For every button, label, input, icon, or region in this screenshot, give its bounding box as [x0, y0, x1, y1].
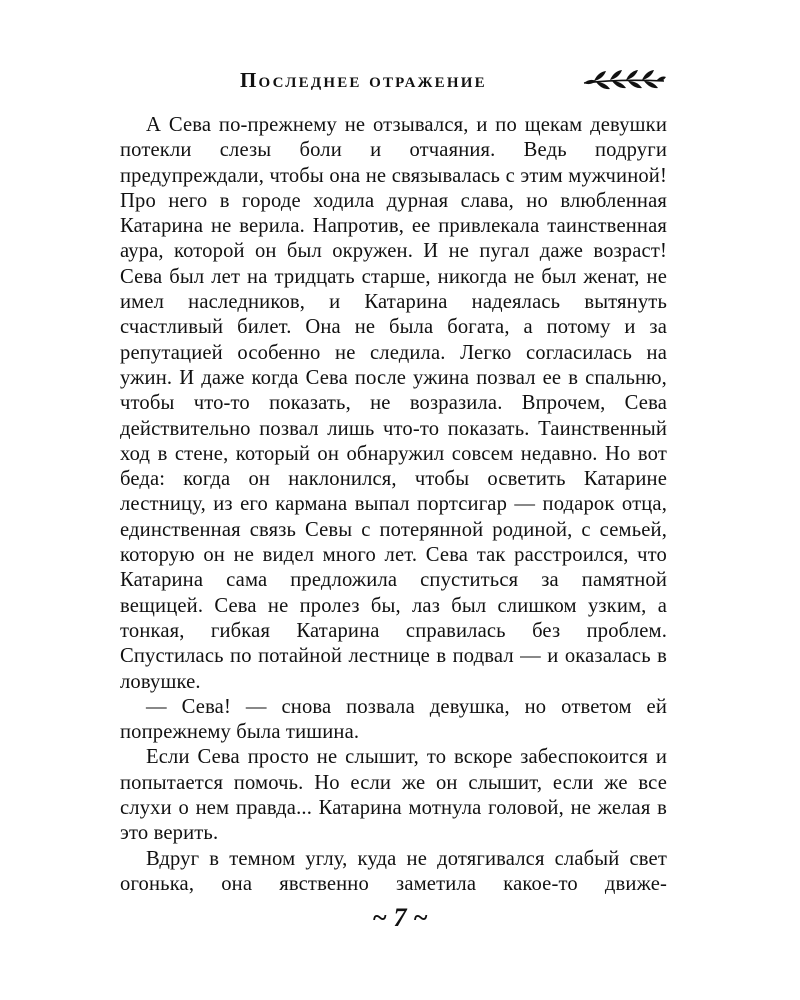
leaf-branch-ornament-icon [580, 66, 668, 94]
paragraph: Если Сева просто не слышит, то вскоре забеспокоится и попытается помочь. Но если же он слышит, если же все слухи о нем правда... Катарина мотнула головой, не желая в это верить. [120, 746, 667, 845]
running-head [120, 62, 680, 102]
paragraph: А Сева по-прежнему не отзывался, и по щекам девушки потекли слезы боли и отчаяния. Ведь подруги предупреждали, чтобы она не связывалась с этим мужчиной! Про него в городе ходила дурная слава, но влюбленная Катарина не верила. Напротив, ее привлекала таинственная аура, которой он был окружен. И не пугал даже возраст! Сева был лет на тридцать старше, никогда не был женат, не имел наследников, и Катарина надеялась вытянуть счастливый билет. Она не была богата, а потому и за репутацией особенно не следила. Легко согласилась на ужин. И даже когда Сева после ужина позвал ее в спальню, чтобы что-то показать, не возразила. Впрочем, Сева действительно позвал лишь что-то показать. Таинственный ход в стене, который он обнаружил совсем недавно. Но вот беда: когда он наклонился, чтобы осветить Катарине лестницу, из его кармана выпал портсигар — подарок отца, единственная связь Севы с потерянной родиной, с семьей, которую он не видел много лет. Сева так расстроился, что Катарина сама предложила спуститься за памятной вещицей. Сева не пролез бы, лаз был слишком узким, а тонкая, гибкая Катарина справилась без проблем. Спустилась по потайной лестнице в подвал — и оказалась в ловушке. [120, 114, 667, 693]
running-title: Последнее отражение [240, 68, 487, 92]
paragraph: — Сева! — снова позвала девушка, но ответом ей попрежнему была тишина. [120, 695, 667, 744]
page-number: ~ 7 ~ [372, 903, 428, 932]
text-body [120, 113, 667, 897]
paragraph: Вдруг в темном углу, куда не дотягивался слабый свет огонька, она явственно заметила какое-то движе- [120, 847, 667, 895]
